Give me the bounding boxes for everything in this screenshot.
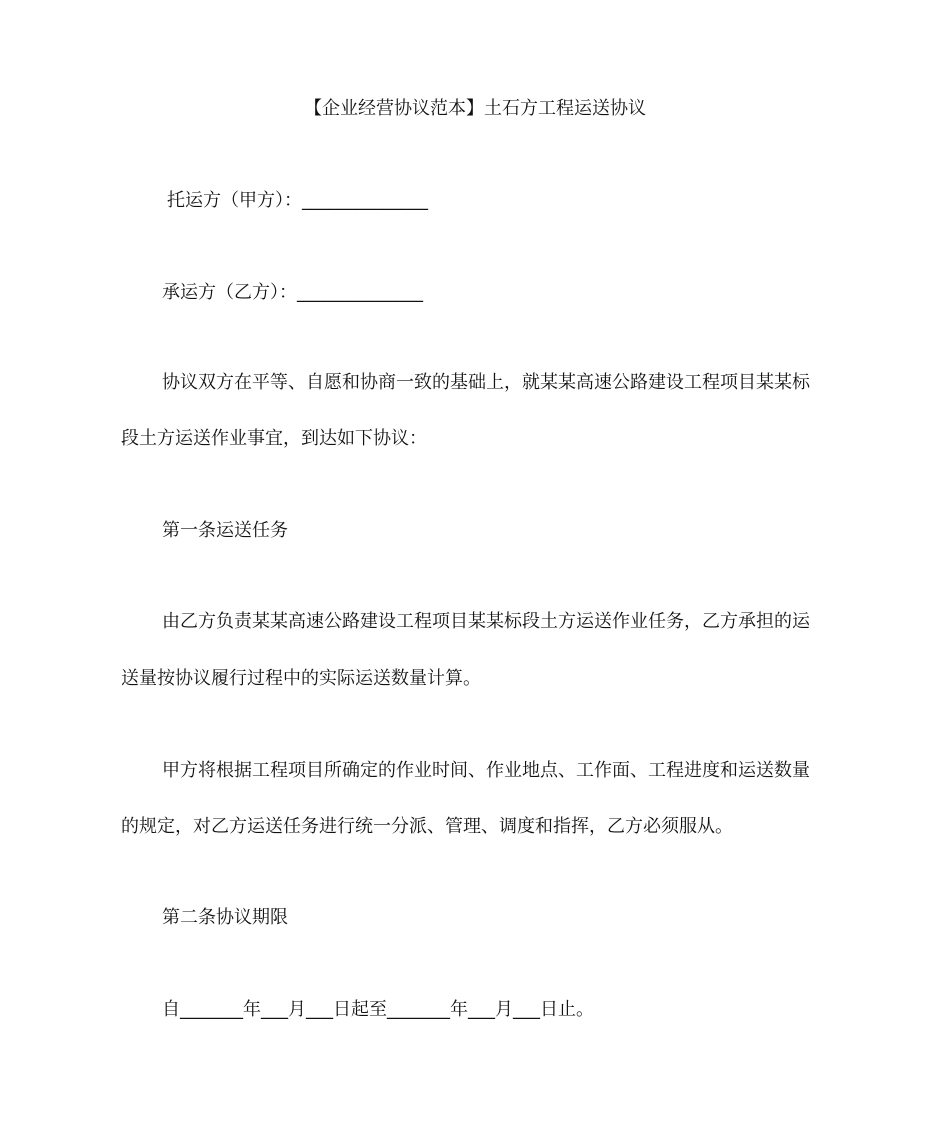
article-2-heading: 第二条协议期限	[162, 907, 288, 928]
intro-paragraph-line-2: 段土方运送作业事宜，到达如下协议：	[121, 428, 427, 449]
document-title: 【企业经营协议范本】土石方工程运送协议	[304, 98, 646, 119]
article-1-paragraph-1-line-2: 送量按协议履行过程中的实际运送数量计算。	[121, 668, 481, 689]
party-b-line: 承运方（乙方）：______________	[162, 282, 423, 303]
article-1-paragraph-2-line-1: 甲方将根据工程项目所确定的作业时间、作业地点、工作面、工程进度和运送数量	[162, 760, 810, 781]
article-1-paragraph-2-line-2: 的规定，对乙方运送任务进行统一分派、管理、调度和指挥，乙方必须服从。	[121, 816, 733, 837]
article-2-paragraph-1: 自_______年___月___日起至_______年___月___日止。	[162, 999, 594, 1020]
party-a-line: 托运方（甲方）：______________	[167, 190, 428, 211]
article-1-heading: 第一条运送任务	[162, 520, 288, 541]
article-1-paragraph-1-line-1: 由乙方负责某某高速公路建设工程项目某某标段土方运送作业任务，乙方承担的运	[162, 611, 810, 632]
intro-paragraph-line-1: 协议双方在平等、自愿和协商一致的基础上，就某某高速公路建设工程项目某某标	[162, 372, 810, 393]
